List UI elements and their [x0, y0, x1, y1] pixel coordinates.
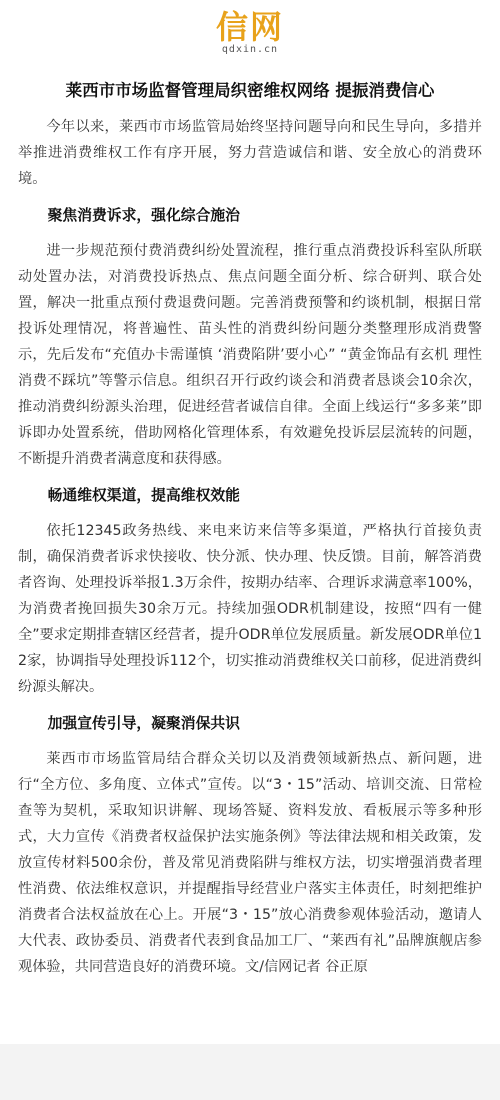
- section-heading-1: 聚焦消费诉求，强化综合施治: [47, 207, 240, 224]
- section-body-1: 进一步规范预付费消费纠纷处置流程，推行重点消费投诉科室队所联动处置办法，对消费投诉热点、焦点问题全面分析、综合研判、联合处置，解决一批重点预付费退费问题。完善消费预警和约谈机制，根据日常投诉处理情况，将普遍性、苗头性的消费纠纷问题分类整理形成消费警示，先后发布“充值办卡需谨慎 ‘消费陷阱’要小心” “黄金饰品有玄机 理性消费不踩坑”等警示信息。组织召开行政约谈会和消费者恳谈会10余次，推动消费纠纷源头治理，促进经营者诚信自律。全面上线运行“多多莱”即诉即办处置系统，借助网格化管理体系，有效避免投诉层层流转的问题，不断提升消费者满意度和获得感。: [18, 243, 482, 467]
- footer-bar: [0, 1044, 500, 1100]
- article: [0, 80, 500, 980]
- section-body-2: 依托12345政务热线、来电来访来信等多渠道，严格执行首接负责制，确保消费者诉求快接收、快分派、快办理、快反馈。目前，解答消费者咨询、处理投诉举报1.3万余件，按期办结率、合理诉求满意率100%，为消费者挽回损失30余万元。持续加强ODR机制建设，按照“四有一健全”要求定期排查辖区经营者，提升ODR单位发展质量。新发展ODR单位12家，协调指导处理投诉112个，切实推动消费维权关口前移，促进消费纠纷源头解决。: [18, 523, 482, 695]
- site-logo: [0, 0, 500, 70]
- section-heading-2: 畅通维权渠道，提高维权效能: [47, 487, 240, 504]
- logo-text: 信网: [215, 8, 284, 46]
- article-title: 莱西市市场监督管理局织密维权网络 提振消费信心: [65, 81, 435, 100]
- intro-paragraph: 今年以来，莱西市市场监管局始终坚持问题导向和民生导向，多措并举推进消费维权工作有序开展，努力营造诚信和谐、安全放心的消费环境。: [18, 119, 482, 187]
- logo-url: qdxin.cn: [221, 44, 279, 55]
- section-heading-3: 加强宣传引导，凝聚消保共识: [47, 715, 240, 732]
- section-body-3: 莱西市市场监管局结合群众关切以及消费领域新热点、新问题，进行“全方位、多角度、立体式”宣传。以“3・15”活动、培训交流、日常检查等为契机，采取知识讲解、现场答疑、资料发放、看板展示等多种形式，大力宣传《消费者权益保护法实施条例》等法律法规和相关政策，发放宣传材料500余份，普及常见消费陷阱与维权方法，切实增强消费者理性消费、依法维权意识，并提醒指导经营业户落实主体责任，时刻把维护消费者合法权益放在心上。开展“3・15”放心消费参观体验活动，邀请人大代表、政协委员、消费者代表到食品加工厂、“莱西有礼”品牌旗舰店参观体验，共同营造良好的消费环境。文/信网记者 谷正原: [18, 751, 482, 975]
